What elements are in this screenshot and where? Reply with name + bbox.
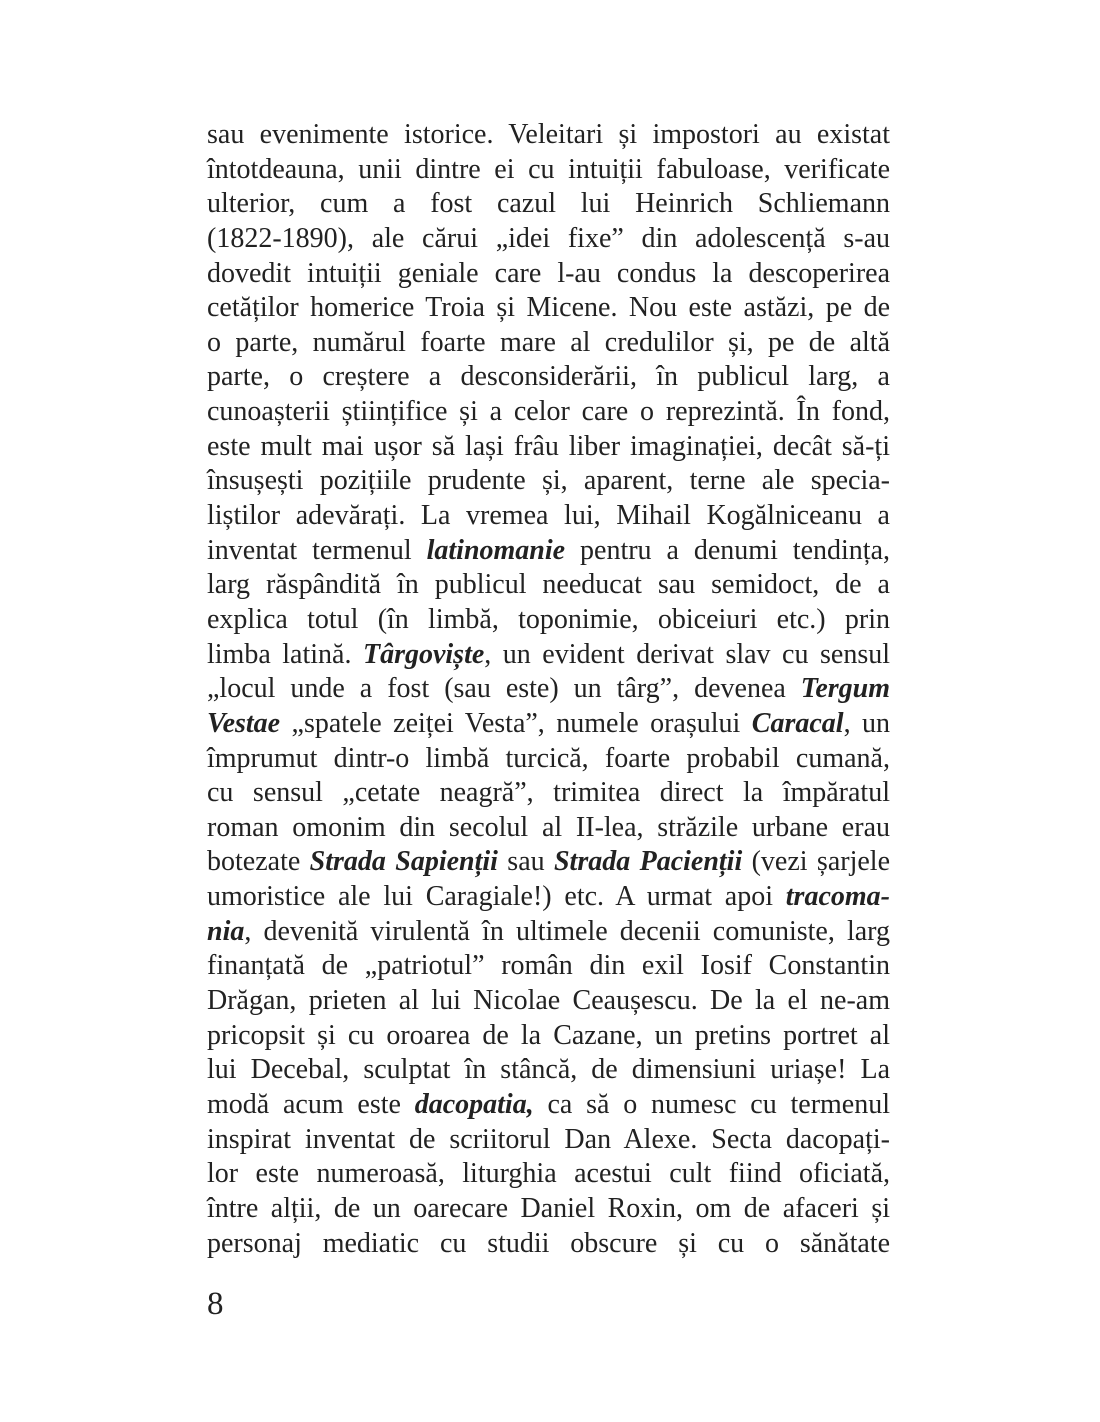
body-text: inventat termenul: [207, 534, 427, 566]
text-line: [207, 430, 890, 465]
text-line: [207, 257, 890, 292]
body-text: cunoașterii științifice și a celor care o reprezintă. În fond,: [207, 396, 890, 428]
body-text: , devenită virulentă în ultimele decenii comuniste, larg: [244, 915, 890, 947]
body-text: între alții, de un oarecare Daniel Roxin, om de afaceri și: [207, 1192, 890, 1224]
body-text: , un evident derivat slav cu sensul: [484, 638, 890, 670]
body-text: ulterior, cum a fost cazul lui Heinrich Schliemann: [207, 188, 890, 220]
emphasized-term: Strada Sapienții: [309, 846, 498, 878]
emphasized-term: Târgoviște: [362, 638, 485, 670]
text-line: [207, 742, 890, 777]
body-text: roman omonim din secolul al II-lea, străzile urbane erau: [207, 811, 890, 843]
emphasized-term: Tergum: [800, 673, 890, 705]
body-text: o parte, numărul foarte mare al credulilor și, pe de altă: [207, 326, 890, 358]
text-line: [207, 707, 890, 742]
text-line: [207, 1123, 890, 1158]
page-number: 8: [207, 1286, 224, 1322]
text-line: [207, 1019, 890, 1054]
body-text: sau: [497, 846, 554, 878]
body-text: lor este numeroasă, liturghia acestui cult fiind oficiată,: [207, 1158, 890, 1190]
emphasized-term: Caracal: [751, 707, 844, 739]
body-text: „spatele zeiței Vesta”, numele orașului: [280, 707, 752, 739]
text-line: [207, 499, 890, 534]
text-line: [207, 568, 890, 603]
text-line: [207, 880, 890, 915]
body-text: modă acum este: [207, 1088, 415, 1120]
text-line: [207, 360, 890, 395]
body-text: lui Decebal, sculptat în stâncă, de dimensiuni uriașe! La: [207, 1054, 890, 1086]
emphasized-term: dacopatia,: [414, 1088, 534, 1120]
body-text: (vezi șarjele: [742, 846, 890, 878]
body-text: larg răspândită în publicul needucat sau semidoct, de a: [207, 569, 890, 601]
body-text: parte, o creștere a desconsiderării, în publicul larg, a: [207, 361, 890, 393]
body-text: pentru a denumi tendința,: [565, 534, 890, 566]
text-line: [207, 1088, 890, 1123]
body-text: liștilor adevărați. La vremea lui, Mihail Kogălniceanu a: [207, 500, 890, 532]
emphasized-term: Strada Pacienții: [553, 846, 743, 878]
body-text: împrumut dintr-o limbă turcică, foarte probabil cumană,: [207, 742, 890, 774]
text-line: [207, 603, 890, 638]
text-line: [207, 464, 890, 499]
body-text: limba latină.: [207, 638, 363, 670]
body-text: sau evenimente istorice. Veleitari și impostori au existat: [207, 119, 890, 150]
text-line: [207, 534, 890, 569]
text-line: [207, 153, 890, 188]
text-line: [207, 845, 890, 880]
text-line: [207, 776, 890, 811]
body-text: botezate: [207, 846, 310, 878]
text-line: [207, 1192, 890, 1227]
text-line: [207, 1157, 890, 1192]
text-line: [207, 1053, 890, 1088]
body-text: finanțată de „patriotul” român din exil Iosif Constantin: [207, 950, 890, 982]
body-text: cu sensul „cetate neagră”, trimitea direct la împăratul: [207, 777, 890, 809]
text-line: [207, 1227, 890, 1262]
text-line: [207, 291, 890, 326]
body-text: Drăgan, prieten al lui Nicolae Ceaușescu. De la el ne-am: [207, 985, 890, 1017]
text-line: [207, 638, 890, 673]
body-text: pricopsit și cu oroarea de la Cazane, un pretins portret al: [207, 1019, 890, 1051]
body-text: personaj mediatic cu studii obscure și cu o sănătate: [207, 1227, 890, 1259]
body-text: explica totul (în limbă, toponimie, obiceiuri etc.) prin: [207, 603, 890, 635]
text-block: [207, 118, 890, 1261]
emphasized-term: Vestae: [207, 707, 281, 739]
text-line: [207, 326, 890, 361]
body-text: ca să o numesc cu termenul: [533, 1088, 891, 1120]
body-text: dovedit intuiții geniale care l-au condus la descoperirea: [207, 257, 890, 289]
body-text: întotdeauna, unii dintre ei cu intuiții fabuloase, verificate: [207, 153, 890, 185]
text-line: [207, 395, 890, 430]
text-line: [207, 118, 890, 153]
text-line: [207, 222, 890, 257]
body-text: , un: [843, 707, 891, 739]
body-text: inspirat inventat de scriitorul Dan Alexe. Secta dacopați-: [207, 1123, 890, 1155]
emphasized-term: latinomanie: [426, 534, 566, 566]
body-text: însușești pozițiile prudente și, aparent, terne ale specia-: [207, 465, 890, 497]
body-text: (1822-1890), ale cărui „idei fixe” din adolescență s-au: [207, 222, 890, 254]
text-line: [207, 187, 890, 222]
body-text: „locul unde a fost (sau este) un târg”, devenea: [207, 673, 801, 705]
emphasized-term: nia: [207, 915, 245, 947]
text-line: [207, 672, 890, 707]
body-text: cetăților homerice Troia și Micene. Nou este astăzi, pe de: [207, 292, 890, 324]
body-text: umoristice ale lui Caragiale!) etc. A urmat apoi: [207, 881, 786, 913]
body-text: este mult mai ușor să lași frâu liber imaginației, decât să-ți: [207, 430, 890, 462]
emphasized-term: tracoma-: [785, 881, 890, 913]
text-line: [207, 811, 890, 846]
text-line: [207, 949, 890, 984]
text-line: [207, 984, 890, 1019]
text-line: [207, 915, 890, 950]
